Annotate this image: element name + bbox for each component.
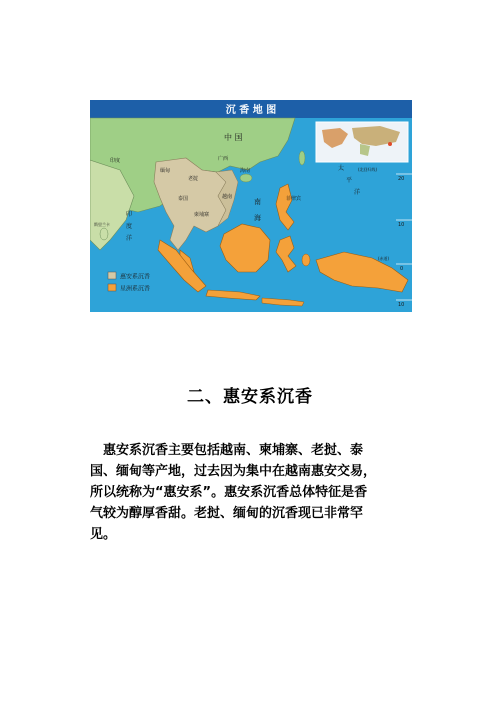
map-svg bbox=[90, 100, 412, 312]
paragraph-line: 见。 bbox=[90, 527, 117, 542]
label-pacific-2: 平 bbox=[346, 177, 353, 184]
label-vietnam: 越南 bbox=[222, 194, 233, 200]
label-laos: 老挝 bbox=[188, 176, 199, 182]
inset-location-marker bbox=[388, 142, 392, 146]
legend-swatch-xingzhou bbox=[108, 284, 116, 291]
label-china: 中 国 bbox=[224, 133, 243, 142]
sri-lanka-island bbox=[100, 228, 108, 240]
label-indian-ocean-3: 洋 bbox=[126, 235, 133, 242]
label-thailand: 泰国 bbox=[178, 196, 189, 202]
label-myanmar: 缅甸 bbox=[160, 168, 171, 174]
label-north-tropic: (北回归线) bbox=[358, 167, 378, 172]
label-equator: (赤道) bbox=[378, 256, 390, 261]
legend-label-huian: 惠安系沉香 bbox=[120, 273, 151, 281]
lat-label-10: 10 bbox=[398, 222, 405, 228]
label-pacific-1: 太 bbox=[338, 165, 345, 172]
paragraph-line: 所以统称为“惠安系”。惠安系沉香总体特征是香 bbox=[90, 485, 368, 500]
map-banner-title: 沉 香 地 图 bbox=[225, 105, 277, 116]
label-pacific-3: 洋 bbox=[354, 189, 361, 196]
hainan-island bbox=[240, 174, 252, 182]
label-south-sea-1: 南 bbox=[254, 198, 261, 206]
legend-swatch-huian bbox=[108, 272, 116, 279]
moluccas-island bbox=[302, 254, 310, 266]
paragraph-line: 气较为醇厚香甜。老挝、缅甸的沉香现已非常罕 bbox=[90, 506, 364, 521]
paragraph-line: 惠安系沉香主要包括越南、柬埔寨、老挝、泰 bbox=[103, 443, 364, 458]
label-south-sea-2: 海 bbox=[254, 214, 261, 222]
aquilaria-map-figure bbox=[90, 100, 412, 312]
label-indian-ocean-1: 印 bbox=[126, 211, 133, 218]
label-guangxi: 广西 bbox=[218, 156, 229, 162]
taiwan-island bbox=[299, 151, 305, 165]
legend-label-xingzhou: 星洲系沉香 bbox=[120, 285, 151, 293]
label-sri-lanka: 斯里兰卡 bbox=[94, 222, 110, 227]
label-philippines: 菲律宾 bbox=[286, 196, 302, 202]
paragraph-line: 国、缅甸等产地，过去因为集中在越南惠安交易， bbox=[90, 464, 377, 479]
lat-label-20: 20 bbox=[398, 176, 405, 182]
label-india: 印度 bbox=[110, 158, 121, 164]
label-indian-ocean-2: 度 bbox=[126, 223, 133, 230]
section-paragraph bbox=[90, 440, 410, 545]
label-cambodia: 柬埔寨 bbox=[194, 212, 210, 218]
lat-label-0: 0 bbox=[400, 266, 404, 272]
lat-label-minus-10: 10 bbox=[398, 302, 405, 308]
section-heading: 二、惠安系沉香 bbox=[187, 387, 313, 407]
label-hainan: 海南 bbox=[240, 168, 251, 174]
